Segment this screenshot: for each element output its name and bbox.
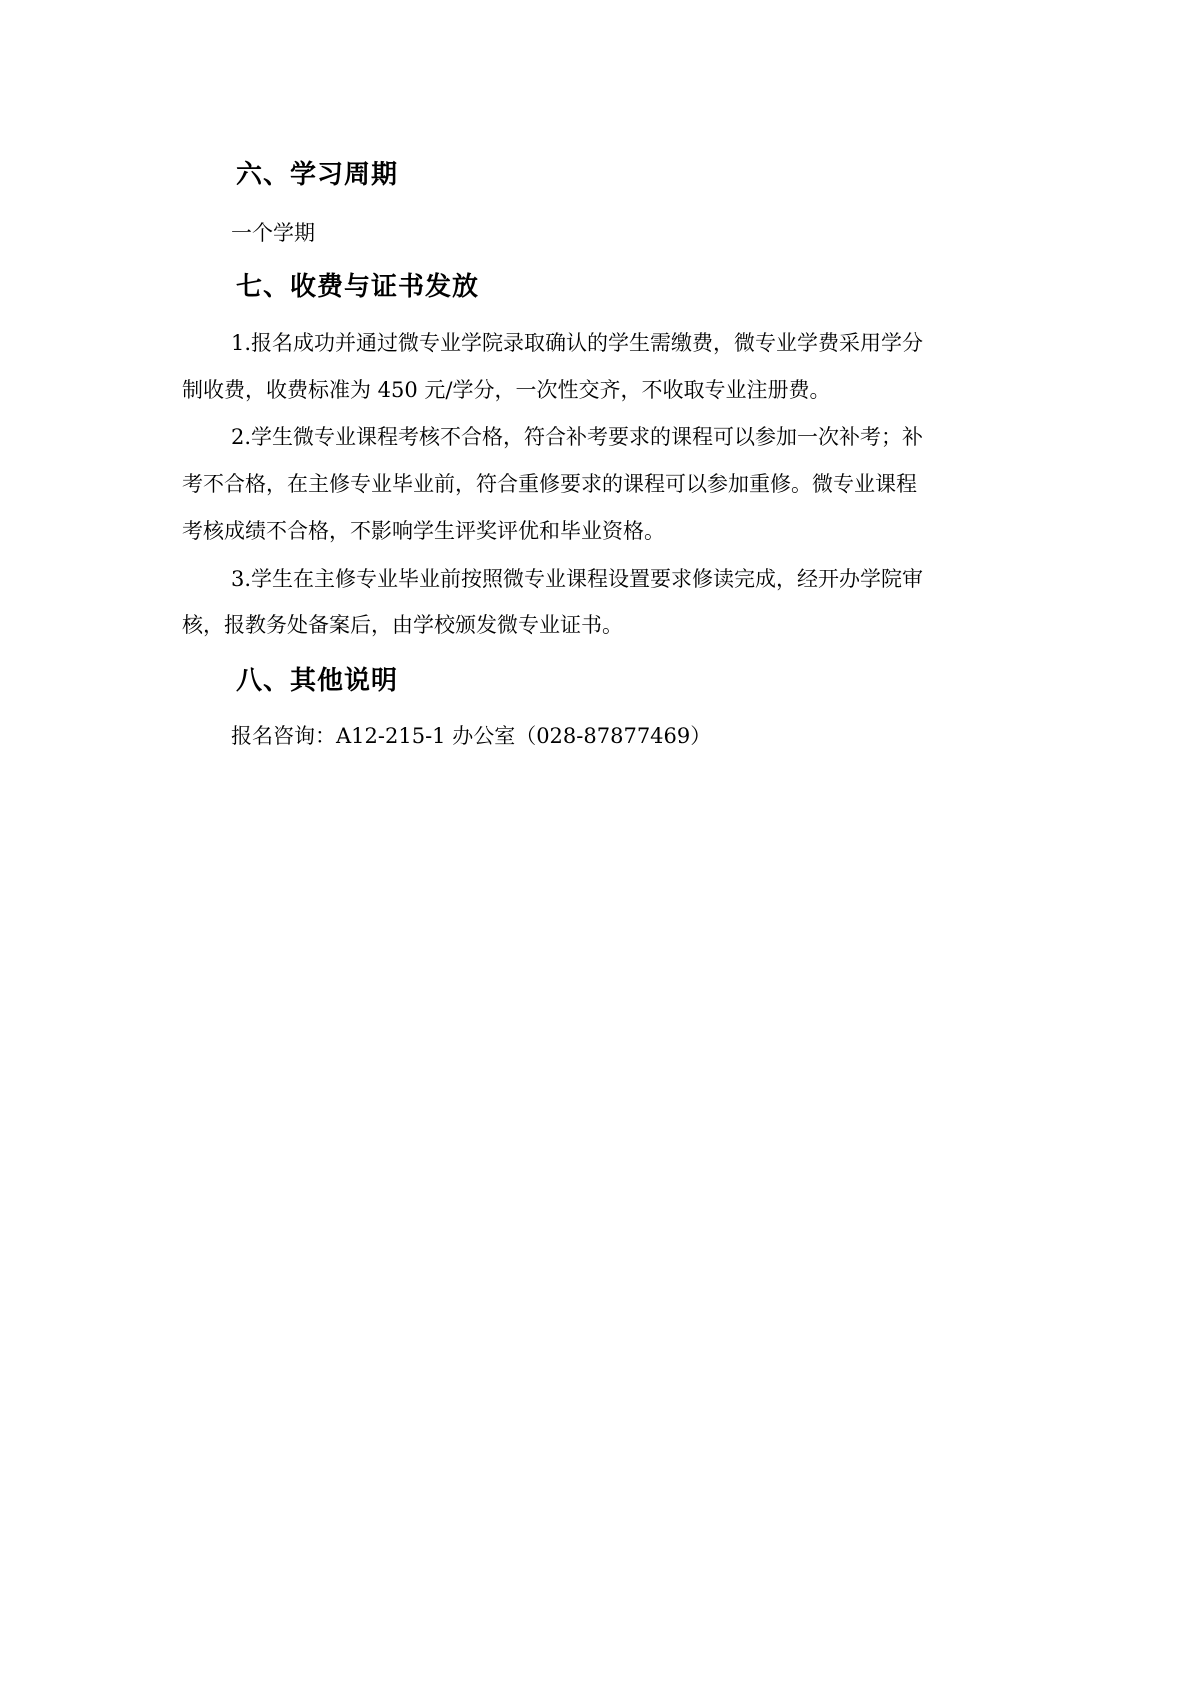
fees-paragraph-1-line-2: 制收费，收费标准为 450 元/学分，一次性交齐，不收取专业注册费。 — [182, 378, 831, 402]
fees-paragraph-3-line-2: 核，报教务处备案后，由学校颁发微专业证书。 — [182, 613, 623, 637]
fees-paragraph-1-line-1: 1.报名成功并通过微专业学院录取确认的学生需缴费，微专业学费采用学分 — [231, 331, 924, 355]
fees-paragraph-2-line-3: 考核成绩不合格，不影响学生评奖评优和毕业资格。 — [182, 519, 665, 543]
fees-paragraph-2-line-1: 2.学生微专业课程考核不合格，符合补考要求的课程可以参加一次补考；补 — [231, 425, 924, 449]
fees-paragraph-2-line-2: 考不合格，在主修专业毕业前，符合重修要求的课程可以参加重修。微专业课程 — [182, 472, 917, 496]
study-period-text: 一个学期 — [231, 221, 315, 245]
enrollment-inquiry-text: 报名咨询：A12-215-1 办公室（028-87877469） — [231, 724, 712, 748]
fees-paragraph-3-line-1: 3.学生在主修专业毕业前按照微专业课程设置要求修读完成，经开办学院审 — [231, 567, 924, 591]
section-heading-study-period: 六、学习周期 — [236, 160, 399, 190]
section-heading-other-notes: 八、其他说明 — [236, 666, 399, 696]
section-heading-fees-certificate: 七、收费与证书发放 — [236, 272, 480, 302]
